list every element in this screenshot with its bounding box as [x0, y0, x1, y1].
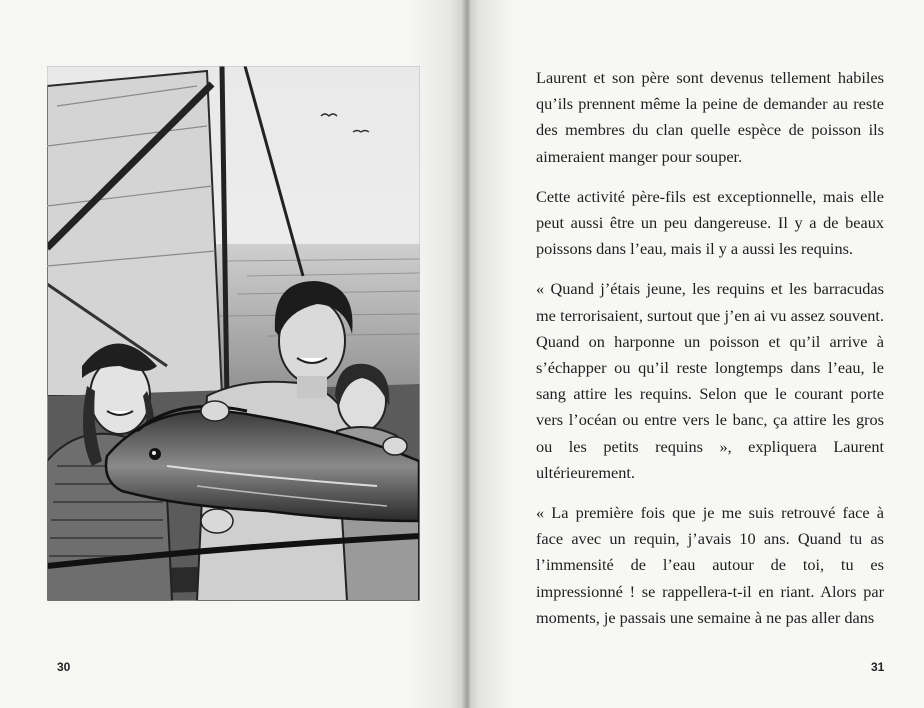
- paragraph: « La première fois que je me suis retrouvé face à face avec un requin, j’avais 10 ans. Quand tu as l’immensité de l’eau autour de toi, tu es impressionné ! se rappellera-t-il en riant. Alors par moments, je passais une semaine à ne pas aller dans: [536, 503, 884, 627]
- page-number-left: 30: [57, 660, 71, 674]
- paragraph: Cette activité père-fils est exceptionnelle, mais elle peut aussi être un peu dangereuse. Il y a de beaux poissons dans l’eau, mais il y a aussi les requins.: [536, 186, 884, 259]
- paragraph: « Quand j’étais jeune, les requins et les barracudas me terrorisaient, surtout que j’en ai vu assez souvent. Quand on harponne un poisson et qu’il arrive à s’échapper ou qu’il reste longtemps dans l’eau, le sang attire les requins. Selon que le courant porte vers l’océan ou entre vers le banc, ça attire les gros ou les petits requins », expliquera Laurent ultérieurement.: [536, 279, 884, 482]
- page-number-right: 31: [871, 660, 885, 674]
- illustration-boat-fish: [47, 66, 420, 601]
- paragraph: Laurent et son père sont devenus tellement habiles qu’ils prennent même la peine de demander au reste des membres du clan quelle espèce de poisson ils aimeraient manger pour souper.: [536, 68, 884, 166]
- body-text: [536, 65, 884, 645]
- sail: [47, 71, 222, 396]
